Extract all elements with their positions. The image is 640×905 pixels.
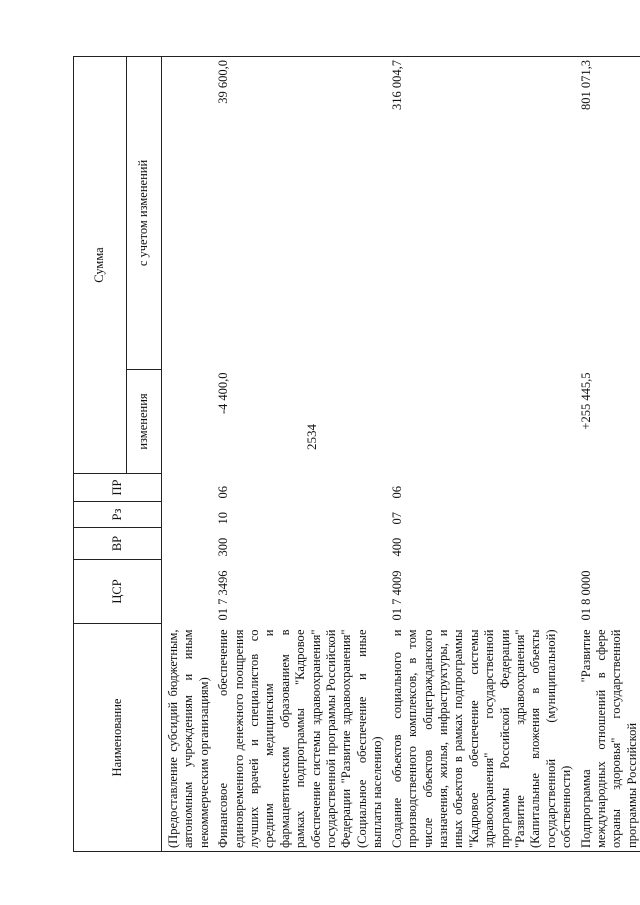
row-rz: 07 [389, 512, 404, 525]
row-name: Финансовое обеспечение единовременного денежного поощрения лучших врачей и специалистов со средним медицинским и фармацевтическим образованием в рамках подпрограммы "Кадровое обеспечение системы здравоохранения" государственной программы Российской Федерации "Развитие здравоохранения" (Социальное обеспечение и иные выплаты населению) [212, 624, 385, 852]
table-row [386, 57, 575, 852]
row-total: 801 071,3 [575, 57, 640, 370]
row-vr: 300 [216, 537, 231, 557]
row-total: 39 600,0 [212, 57, 385, 370]
row-name: (Предоставление субсидий бюджетным, автономным учреждениям и иным некоммерческим организациям) [162, 624, 213, 852]
row-name: Подпрограмма "Развитие международных отношений в сфере охраны здоровья" государственной программы Российской [575, 624, 640, 852]
header-csr: ЦСР [74, 560, 162, 624]
row-total: 316 004,7 [386, 57, 575, 370]
row-csr: 01 7 4009 [389, 570, 404, 621]
row-pr [162, 474, 213, 502]
table-row [212, 57, 385, 852]
header-sum: Сумма [74, 57, 127, 474]
row-change: +255 445,5 [578, 372, 593, 430]
row-total [162, 57, 213, 370]
budget-table-rotated [73, 57, 639, 852]
row-csr: 01 8 0000 [578, 570, 593, 621]
header-with-change: с учетом изменений [127, 57, 162, 370]
header-pr: ПР [74, 474, 162, 502]
table-row [162, 57, 213, 852]
header-vr: ВР [74, 528, 162, 560]
header-rz: Рз [74, 502, 162, 528]
row-pr: 06 [216, 486, 231, 499]
row-change [162, 370, 213, 474]
row-change [386, 370, 575, 474]
header-name: Наименование [74, 624, 162, 852]
row-pr: 06 [389, 486, 404, 499]
row-rz [575, 502, 640, 528]
row-vr [575, 528, 640, 560]
row-rz [162, 502, 213, 528]
header-change: изменения [127, 370, 162, 474]
budget-table [73, 56, 640, 852]
row-pr [575, 474, 640, 502]
row-change: -4 400,0 [216, 372, 231, 415]
row-csr [162, 560, 213, 624]
row-vr: 400 [389, 537, 404, 557]
row-name: Создание объектов социального и производственного комплексов, в том числе объектов общегражданского назначения, жилья, инфраструктуры, и иных объектов в рамках подпрограммы "Кадровое обеспечение системы здравоохранения" государственной программы Российской Федерации "Развитие здравоохранения" (Капитальные вложения в объекты государственной (муниципальной) собственности) [386, 624, 575, 852]
row-csr: 01 7 3496 [216, 570, 231, 621]
row-vr [162, 528, 213, 560]
page-number: 2534 [304, 424, 319, 450]
table-row [575, 57, 640, 852]
row-rz: 10 [216, 512, 231, 525]
